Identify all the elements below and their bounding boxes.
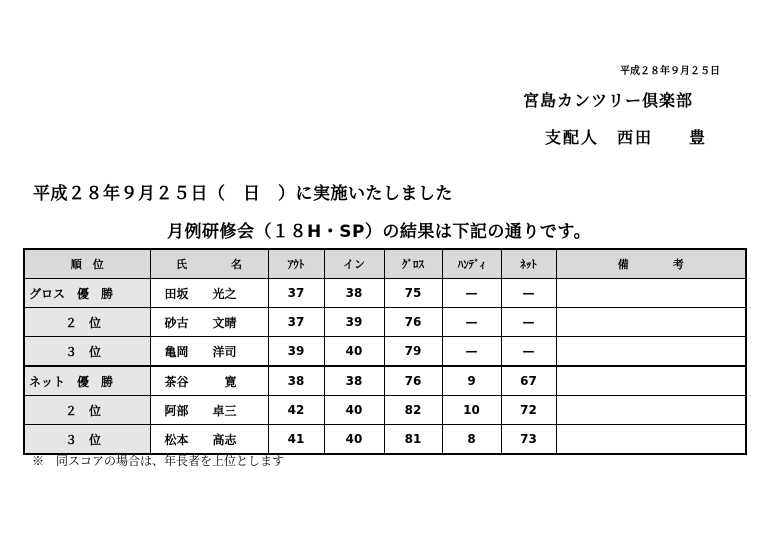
in-cell: 40 <box>324 337 384 367</box>
in-cell: 39 <box>324 308 384 337</box>
name-cell: 亀岡 洋司 <box>150 337 268 367</box>
club-name: 宮島カンツリー倶楽部 <box>523 91 694 110</box>
gross-cell: 79 <box>384 337 442 367</box>
handicap-cell: 10 <box>442 396 501 425</box>
in-cell: 38 <box>324 279 384 308</box>
rank-cell: ネット 優 勝 <box>24 366 150 396</box>
net-cell: — <box>501 308 556 337</box>
table-row <box>24 425 746 455</box>
header-name: 氏 名 <box>150 249 268 279</box>
table-row <box>24 279 746 308</box>
name-cell: 茶谷 寛 <box>150 366 268 396</box>
gross-cell: 75 <box>384 279 442 308</box>
net-cell: 67 <box>501 366 556 396</box>
handicap-cell: — <box>442 279 501 308</box>
table-row <box>24 366 746 396</box>
handicap-cell: 9 <box>442 366 501 396</box>
net-cell: 73 <box>501 425 556 455</box>
net-cell: 72 <box>501 396 556 425</box>
name-cell: 松本 高志 <box>150 425 268 455</box>
header-net: ﾈｯﾄ <box>501 249 556 279</box>
intro-line-1: 平成２８年９月２５日（ 日 ）に実施いたしました <box>33 184 453 204</box>
rank-cell: グロス 優 勝 <box>24 279 150 308</box>
rank-cell: ２ 位 <box>24 308 150 337</box>
remarks-cell <box>556 308 746 337</box>
handicap-cell: 8 <box>442 425 501 455</box>
table-row <box>24 396 746 425</box>
out-cell: 38 <box>268 366 324 396</box>
gross-cell: 76 <box>384 308 442 337</box>
remarks-cell <box>556 425 746 455</box>
intro-line-2: 月例研修会（１８H・SP）の結果は下記の通りです。 <box>167 222 592 242</box>
document-date: 平成２８年９月２５日 <box>620 66 720 77</box>
out-cell: 37 <box>268 279 324 308</box>
out-cell: 37 <box>268 308 324 337</box>
rank-cell: ２ 位 <box>24 396 150 425</box>
remarks-cell <box>556 366 746 396</box>
in-cell: 38 <box>324 366 384 396</box>
header-gross: ｸﾞﾛｽ <box>384 249 442 279</box>
header-out: ｱｳﾄ <box>268 249 324 279</box>
header-handicap: ﾊﾝﾃﾞｨ <box>442 249 501 279</box>
gross-cell: 82 <box>384 396 442 425</box>
out-cell: 41 <box>268 425 324 455</box>
table-row <box>24 337 746 367</box>
gross-cell: 76 <box>384 366 442 396</box>
header-in: イン <box>324 249 384 279</box>
results-table <box>23 248 747 455</box>
rank-cell: ３ 位 <box>24 425 150 455</box>
remarks-cell <box>556 396 746 425</box>
remarks-cell <box>556 337 746 367</box>
handicap-cell: — <box>442 308 501 337</box>
net-cell: — <box>501 337 556 367</box>
in-cell: 40 <box>324 425 384 455</box>
manager-name: 支配人 西田 豊 <box>545 128 708 147</box>
out-cell: 39 <box>268 337 324 367</box>
gross-cell: 81 <box>384 425 442 455</box>
header-rank: 順 位 <box>24 249 150 279</box>
remarks-cell <box>556 279 746 308</box>
name-cell: 砂古 文晴 <box>150 308 268 337</box>
out-cell: 42 <box>268 396 324 425</box>
in-cell: 40 <box>324 396 384 425</box>
name-cell: 阿部 卓三 <box>150 396 268 425</box>
net-cell: — <box>501 279 556 308</box>
footnote: ※ 同スコアの場合は、年長者を上位とします <box>32 454 285 468</box>
rank-cell: ３ 位 <box>24 337 150 367</box>
table-header-row <box>24 249 746 279</box>
table-row <box>24 308 746 337</box>
handicap-cell: — <box>442 337 501 367</box>
header-remarks: 備 考 <box>556 249 746 279</box>
name-cell: 田坂 光之 <box>150 279 268 308</box>
